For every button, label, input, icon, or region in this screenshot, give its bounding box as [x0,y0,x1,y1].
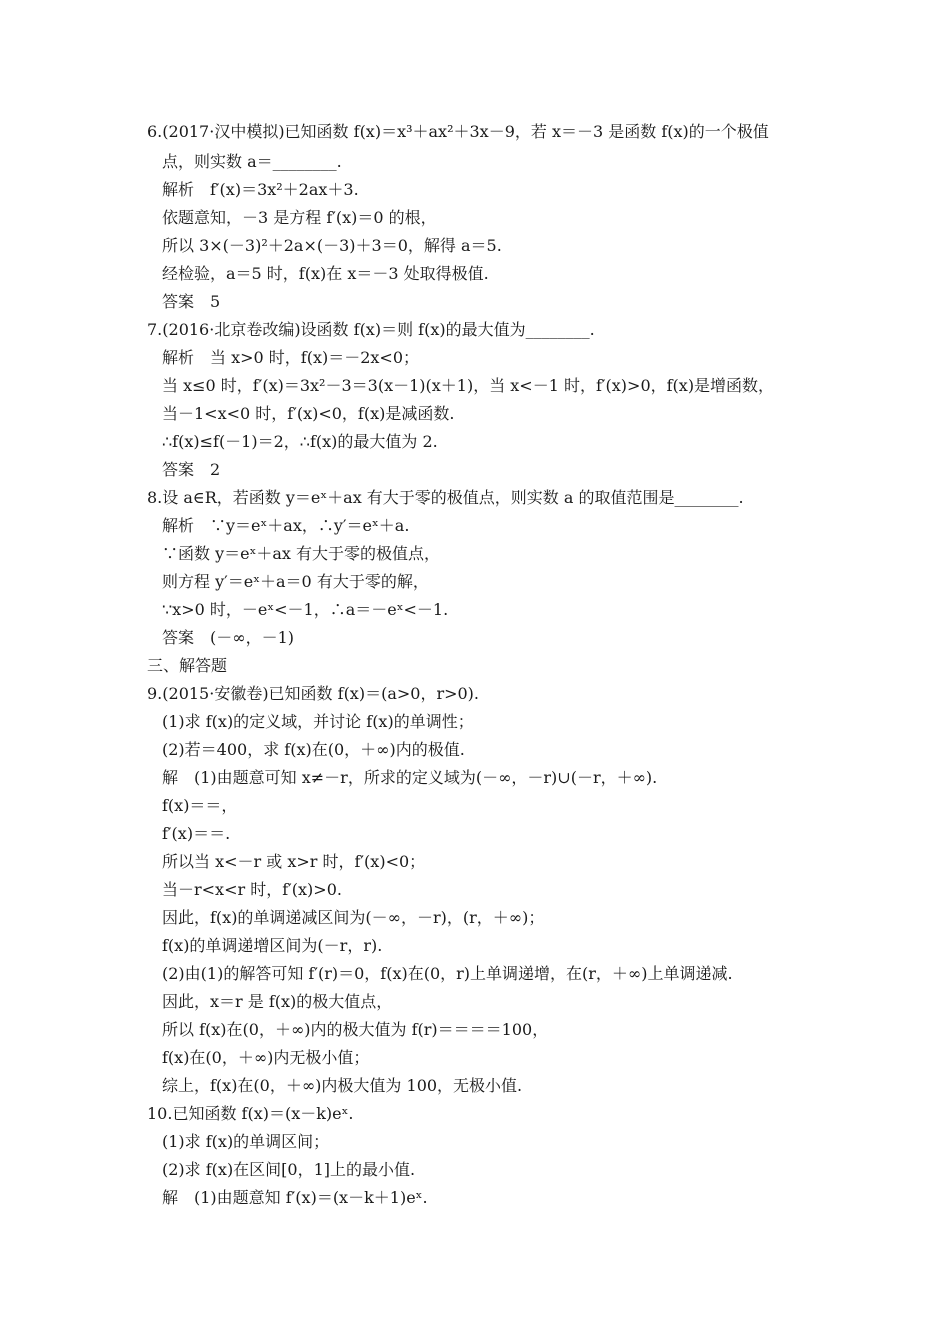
text-line: 因此，f(x)的单调递减区间为(－∞，－r)，(r，＋∞)； [162,908,545,927]
text-line: 当－r<x<r 时，f′(x)>0. [162,880,342,899]
text-line: 所以 f(x)在(0，＋∞)内的极大值为 f(r)＝＝＝＝100， [162,1020,549,1039]
text-line: 依题意知，－3 是方程 f′(x)＝0 的根， [162,208,437,227]
answer-line: 答案 2 [162,460,221,479]
text-line: 所以 3×(－3)²＋2a×(－3)＋3＝0，解得 a＝5. [162,236,502,255]
text-line: f(x)的单调递增区间为(－r，r). [162,936,383,955]
problem-9-stem: 9.(2015·安徽卷)已知函数 f(x)＝(a>0，r>0). [147,684,480,703]
text-line: (2)由(1)的解答可知 f′(r)＝0，f(x)在(0，r)上单调递增，在(r，＋∞)上单调递减. [162,964,733,983]
text-line: (1)求 f(x)的定义域，并讨论 f(x)的单调性； [162,712,474,731]
text-line: 综上，f(x)在(0，＋∞)内极大值为 100，无极小值. [162,1076,523,1095]
text-line: 当－1<x<0 时，f′(x)<0，f(x)是减函数. [162,404,455,423]
solution-line: 解 (1)由题意可知 x≠－r，所求的定义域为(－∞，－r)∪(－r，＋∞). [162,768,658,787]
problem-8-stem: 8.设 a∈R，若函数 y＝eˣ＋ax 有大于零的极值点，则实数 a 的取值范围是________. [147,488,744,507]
text-line: ∵x>0 时，－eˣ<－1，∴a＝－eˣ<－1. [162,600,449,619]
problem-6-stem: 6.(2017·汉中模拟)已知函数 f(x)＝x³＋ax²＋3x－9，若 x＝－3 是函数 f(x)的一个极值 [147,122,769,141]
text-line: f(x)在(0，＋∞)内无极小值； [162,1048,370,1067]
text-line: f′(x)＝＝. [162,824,231,843]
text-line: 则方程 y′＝eˣ＋a＝0 有大于零的解， [162,572,429,591]
text-line: (1)求 f(x)的单调区间； [162,1132,330,1151]
analysis-line: 解析 f′(x)＝3x²＋2ax＋3. [162,180,359,199]
text-line: ∴f(x)≤f(－1)＝2，∴f(x)的最大值为 2. [162,432,438,451]
answer-line: 答案 (－∞，－1) [162,628,294,647]
problem-7-stem: 7.(2016·北京卷改编)设函数 f(x)＝则 f(x)的最大值为________. [147,320,595,339]
text-line: 当 x≤0 时，f′(x)＝3x²－3＝3(x－1)(x＋1)，当 x<－1 时，f′(x)>0，f(x)是增函数， [162,376,775,395]
text-line: ∵函数 y＝eˣ＋ax 有大于零的极值点， [162,544,441,563]
text-line: f(x)＝＝， [162,796,238,815]
solution-line: 解 (1)由题意知 f′(x)＝(x－k＋1)eˣ. [162,1188,428,1207]
text-line: 经检验，a＝5 时，f(x)在 x＝－3 处取得极值. [162,264,489,283]
text-line: (2)求 f(x)在区间[0，1]上的最小值. [162,1160,416,1179]
text-line: (2)若＝400，求 f(x)在(0，＋∞)内的极值. [162,740,465,759]
text-line: 因此，x＝r 是 f(x)的极大值点， [162,992,393,1011]
analysis-line: 解析 ∵y＝eˣ＋ax，∴y′＝eˣ＋a. [162,516,410,535]
section-heading: 三、解答题 [147,656,228,675]
answer-line: 答案 5 [162,292,221,311]
text-line: 所以当 x<－r 或 x>r 时，f′(x)<0； [162,852,426,871]
problem-10-stem: 10.已知函数 f(x)＝(x－k)eˣ. [147,1104,354,1123]
analysis-line: 解析 当 x>0 时，f(x)＝－2x<0； [162,348,420,367]
problem-6-stem-cont: 点，则实数 a＝________. [162,152,342,171]
